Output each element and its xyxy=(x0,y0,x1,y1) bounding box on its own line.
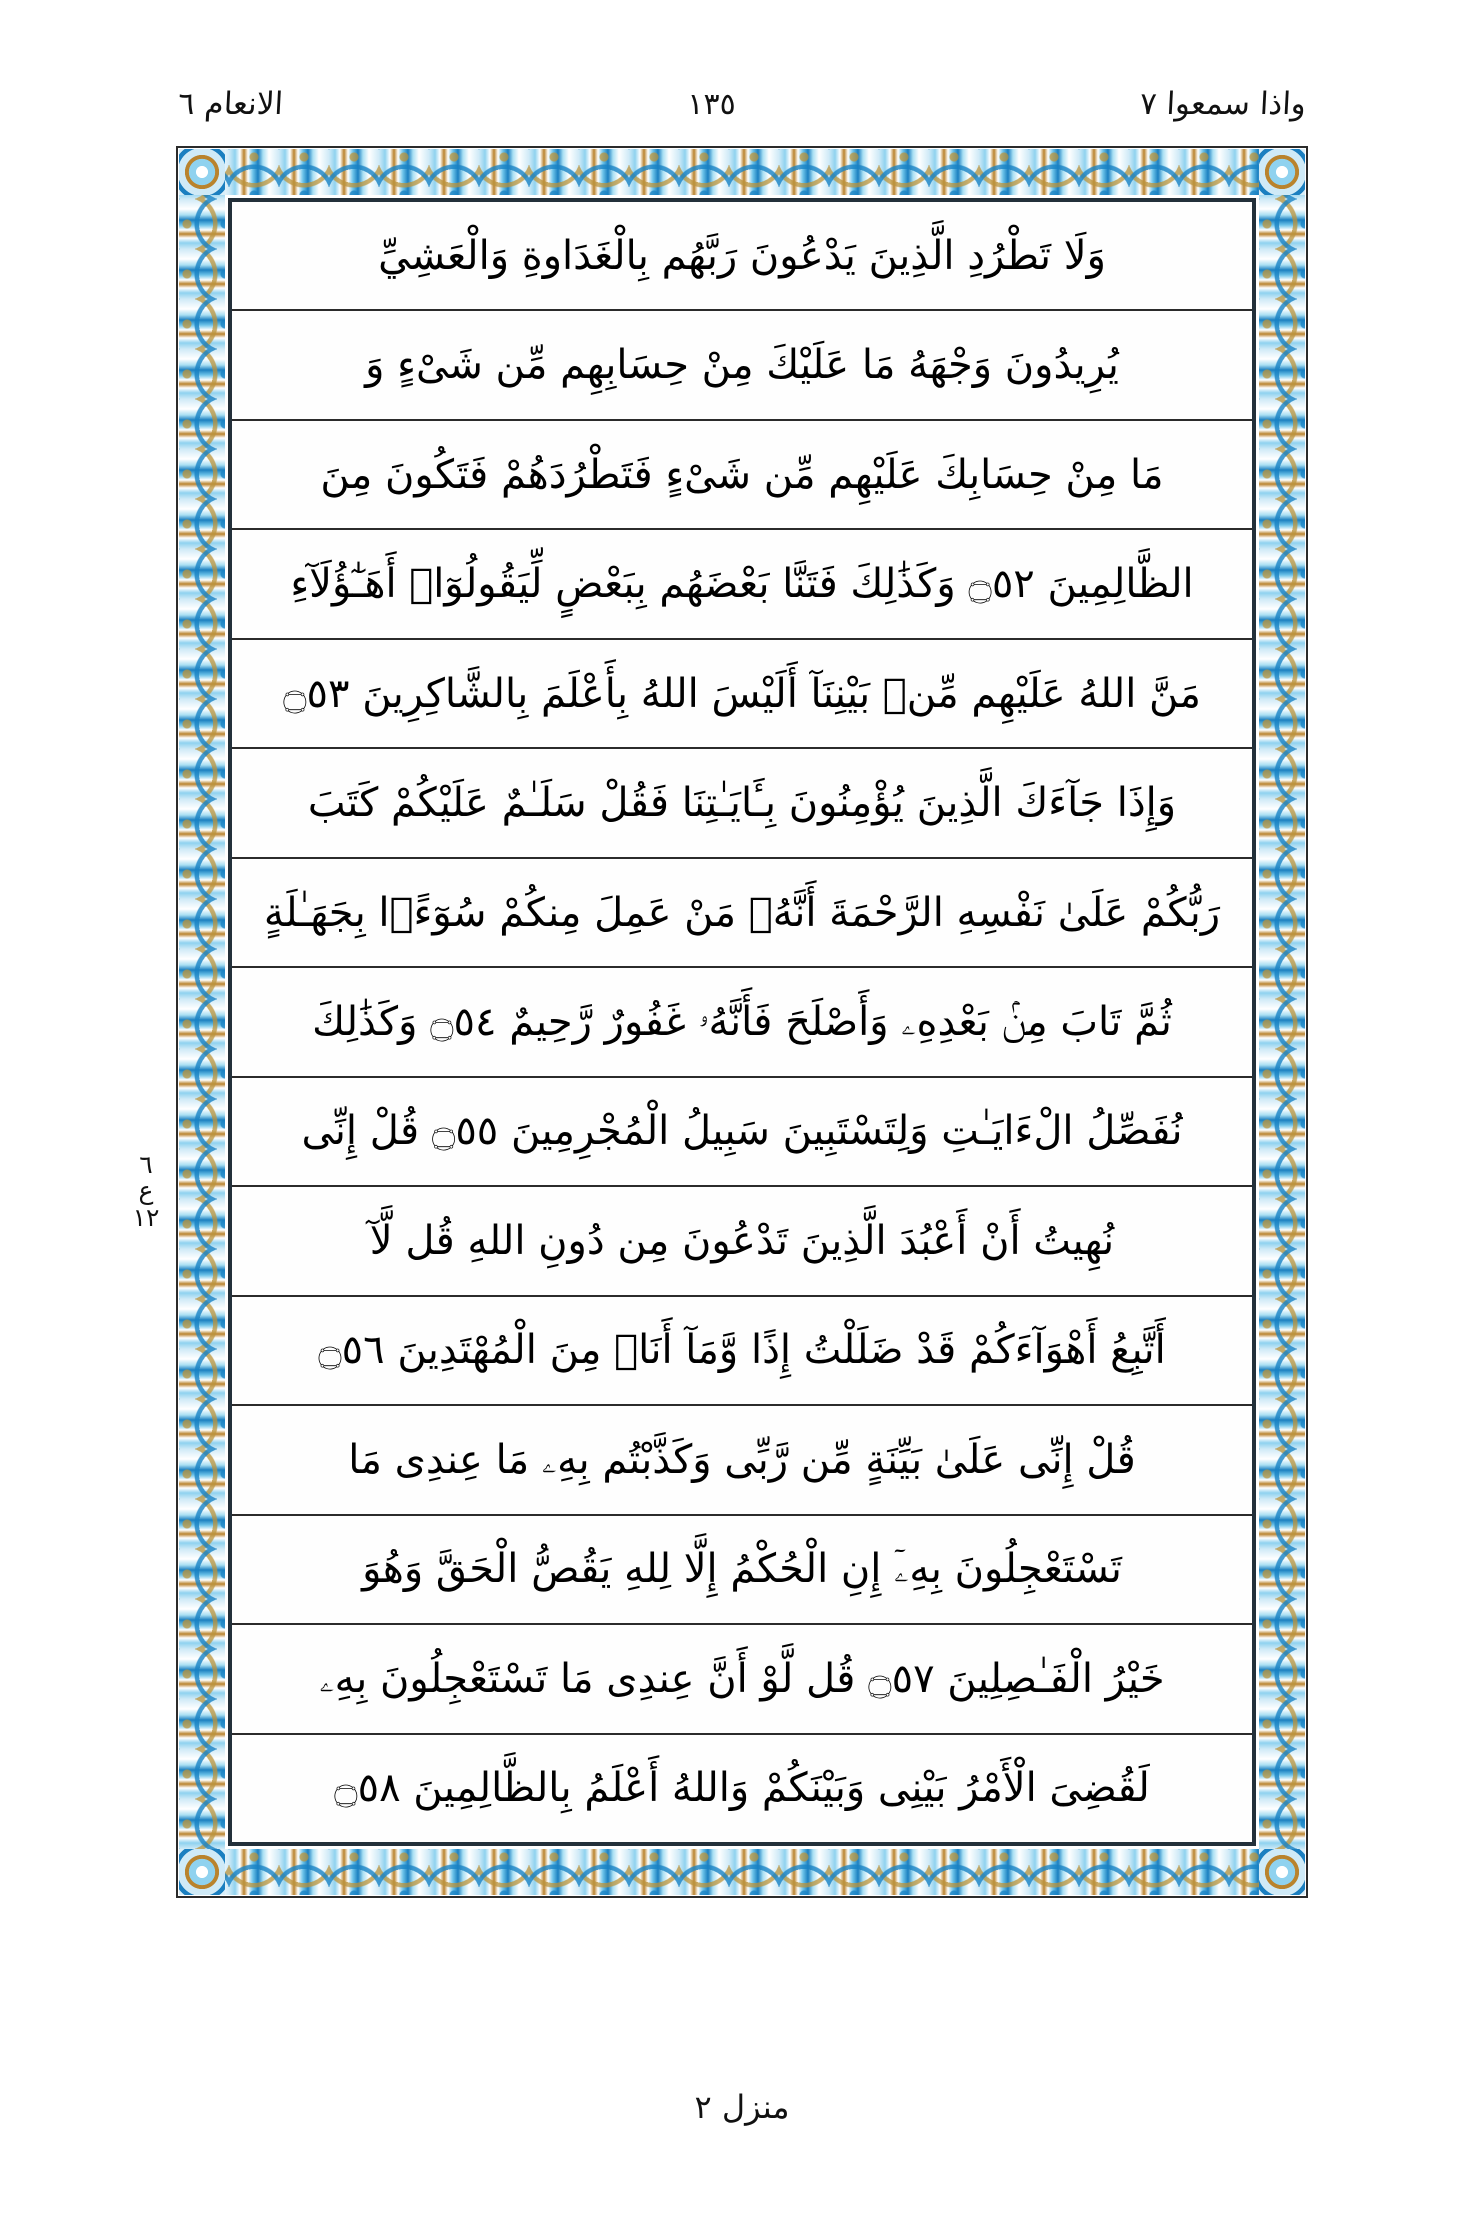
ayah-line xyxy=(232,1735,1252,1842)
quran-text-area xyxy=(232,202,1252,1842)
ayah-line xyxy=(232,859,1252,968)
page-footer xyxy=(0,2088,1484,2126)
ayah-line xyxy=(232,1187,1252,1296)
ayah-line-text: نُفَصِّلُ الْءَايَـٰتِ وَلِتَسْتَبِينَ سَبِيلُ الْمُجْرِمِينَ ۝٥٥ قُلْ إِنِّى xyxy=(301,1108,1183,1155)
header-juz-name: واذا سمعوا ٧ xyxy=(1139,86,1307,122)
ayah-line-text: أَتَّبِعُ أَهْوَآءَكُمْ قَدْ ضَلَلْتُ إِذًا وَّمَآ أَنَا۠ مِنَ الْمُهْتَدِينَ ۝٥٦ xyxy=(318,1327,1166,1374)
ayah-line-text: مَنَّ اللهُ عَلَيْهِم مِّنۢ بَيْنِنَآ أَلَيْسَ اللهُ بِأَعْلَمَ بِالشَّاكِرِينَ ۝٥٣ xyxy=(283,670,1201,717)
ayah-line-text: وَلَا تَطْرُدِ الَّذِينَ يَدْعُونَ رَبَّهُم بِالْغَدَاوةِ وَالْعَشِيِّ xyxy=(378,232,1106,279)
ayah-line xyxy=(232,530,1252,639)
ornament-rosette-top-left xyxy=(179,149,225,195)
ayah-line xyxy=(232,202,1252,311)
ayah-line-text: رَبُّكُمْ عَلَىٰ نَفْسِهِ الرَّحْمَةَ أَنَّهُۥ مَنْ عَمِلَ مِنكُمْ سُوٓءًۢا بِجَهَـٰلَةٍ xyxy=(263,889,1221,936)
ayah-line xyxy=(232,749,1252,858)
ayah-line-text: قُلْ إِنِّى عَلَىٰ بَيِّنَةٍ مِّن رَّبِّى وَكَذَّبْتُم بِهِۦ مَا عِندِى مَا xyxy=(348,1436,1136,1483)
ayah-line xyxy=(232,311,1252,420)
ayah-line xyxy=(232,1406,1252,1515)
ayah-line-text: وَإِذَا جَآءَكَ الَّذِينَ يُؤْمِنُونَ بِـَٔايَـٰتِنَا فَقُلْ سَلَـٰمٌ عَلَيْكُمْ كَتَبَ xyxy=(307,780,1177,827)
ayah-line xyxy=(232,640,1252,749)
ornament-rosette-bottom-right xyxy=(1259,1849,1305,1895)
header-page-number: ١٣٥ xyxy=(687,87,736,122)
ayah-line-text: ثُمَّ تَابَ مِنۢ بَعْدِهِۦ وَأَصْلَحَ فَأَنَّهُۥ غَفُورٌ رَّحِيمٌ ۝٥٤ وَكَذَٰلِكَ xyxy=(312,999,1172,1046)
ayah-line xyxy=(232,1625,1252,1734)
manzil-label: منزل ٢ xyxy=(694,2088,790,2126)
ayah-line xyxy=(232,1297,1252,1406)
header-surah-name: الانعام ٦ xyxy=(177,86,285,122)
ayah-line-text: يُرِيدُونَ وَجْهَهُ مَا عَلَيْكَ مِنْ حِسَابِهِم مِّن شَىْءٍ وَ xyxy=(365,342,1119,389)
ayah-line xyxy=(232,1078,1252,1187)
ornament-rosette-bottom-left xyxy=(179,1849,225,1895)
ayah-line xyxy=(232,968,1252,1077)
ayah-line xyxy=(232,1516,1252,1625)
ayah-line xyxy=(232,421,1252,530)
ruku-glyph-icon: ع xyxy=(138,1176,154,1206)
ayah-line-text: نُهِيتُ أَنْ أَعْبُدَ الَّذِينَ تَدْعُونَ مِن دُونِ اللهِ قُل لَّآ xyxy=(369,1217,1115,1264)
ayah-line-text: لَقُضِىَ الْأَمْرُ بَيْنِى وَبَيْنَكُمْ وَاللهُ أَعْلَمُ بِالظَّالِمِينَ ۝٥٨ xyxy=(334,1765,1150,1812)
page-header xyxy=(0,58,1484,120)
ayah-line-text: تَسْتَعْجِلُونَ بِهِۦٓ إِنِ الْحُكْمُ إِلَّا لِلهِ يَقُصُّ الْحَقَّ وَهُوَ xyxy=(362,1546,1122,1593)
ayah-line-text: مَا مِنْ حِسَابِكَ عَلَيْهِم مِّن شَىْءٍ فَتَطْرُدَهُمْ فَتَكُونَ مِنَ xyxy=(320,451,1164,498)
ruku-marker xyxy=(118,1152,174,1231)
ornament-rosette-top-right xyxy=(1259,149,1305,195)
ruku-number-bottom: ١٢ xyxy=(132,1202,160,1232)
ayah-line-text: خَيْرُ الْفَـٰصِلِينَ ۝٥٧ قُل لَّوْ أَنَّ عِندِى مَا تَسْتَعْجِلُونَ بِهِۦ xyxy=(319,1655,1165,1702)
ayah-line-text: الظَّالِمِينَ ۝٥٢ وَكَذَٰلِكَ فَتَنَّا بَعْضَهُم بِبَعْضٍ لِّيَقُولُوٓا۟ أَهَـٰٓؤُلَآءِ xyxy=(290,561,1194,608)
ruku-number-top: ٦ xyxy=(139,1150,153,1179)
